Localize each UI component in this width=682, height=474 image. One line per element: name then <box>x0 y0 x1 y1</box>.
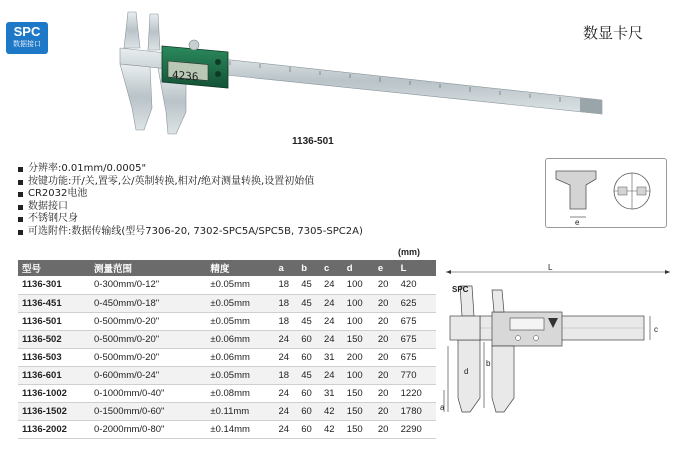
dim-e-label: e <box>575 218 580 227</box>
table-cell: 100 <box>343 294 374 312</box>
table-cell: 42 <box>320 402 343 420</box>
model-cell: 1136-601 <box>18 366 90 384</box>
table-cell: 24 <box>320 330 343 348</box>
table-cell: 20 <box>374 366 397 384</box>
table-cell: ±0.05mm <box>206 294 274 312</box>
model-cell: 1136-1502 <box>18 402 90 420</box>
table-cell: 60 <box>297 384 320 402</box>
beam-end <box>580 98 602 114</box>
drawing-display <box>510 318 544 330</box>
table-cell: 150 <box>343 402 374 420</box>
table-cell: 24 <box>274 348 297 366</box>
model-cell: 1136-2002 <box>18 420 90 438</box>
table-cell: 24 <box>274 420 297 438</box>
table-row <box>18 366 436 384</box>
unit-label: (mm) <box>398 247 420 257</box>
feature-item: 可选附件:数据传输线(型号7306-20, 7302-SPC5A/SPC5B, 7305-SPC2A) <box>18 226 363 239</box>
table-row <box>18 402 436 420</box>
jaw-detail-drawing <box>546 159 666 227</box>
fixed-upper-jaw <box>124 12 140 48</box>
table-row <box>18 420 436 438</box>
jaw-profile <box>556 171 596 209</box>
product-code: 1136-501 <box>292 136 334 147</box>
table-cell: 150 <box>343 330 374 348</box>
table-cell: 45 <box>297 366 320 384</box>
table-cell: 100 <box>343 276 374 294</box>
model-cell: 1136-503 <box>18 348 90 366</box>
table-cell: 18 <box>274 276 297 294</box>
table-cell: ±0.05mm <box>206 276 274 294</box>
dim-d-label: d <box>464 367 469 376</box>
table-cell: 42 <box>320 420 343 438</box>
table-cell: 675 <box>397 348 436 366</box>
table-cell: 1220 <box>397 384 436 402</box>
table-cell: ±0.08mm <box>206 384 274 402</box>
table-row <box>18 294 436 312</box>
table-cell: 150 <box>343 384 374 402</box>
table-cell: 2290 <box>397 420 436 438</box>
button-icon <box>215 59 221 65</box>
table-cell: 24 <box>274 330 297 348</box>
feature-item: 按键功能:开/关,置零,公/英制转换,相对/绝对测量转换,设置初始值 <box>18 176 363 189</box>
table-cell: 24 <box>320 366 343 384</box>
table-cell: 24 <box>320 276 343 294</box>
model-cell: 1136-1002 <box>18 384 90 402</box>
table-cell: 60 <box>297 330 320 348</box>
table-cell: 420 <box>397 276 436 294</box>
thumb-wheel <box>189 40 199 50</box>
col-header: 型号 <box>18 260 90 276</box>
table-cell: 20 <box>374 402 397 420</box>
table-cell: 60 <box>297 402 320 420</box>
drawing-spc-label: SPC <box>452 285 469 294</box>
lcd-reading: 4236 <box>172 68 199 84</box>
slider-upper-jaw <box>148 14 160 50</box>
table-cell: 0-600mm/0-24" <box>90 366 206 384</box>
table-cell: 200 <box>343 348 374 366</box>
table-cell: 0-500mm/0-20" <box>90 312 206 330</box>
table-cell: 24 <box>320 294 343 312</box>
feature-item: 不锈钢尺身 <box>18 213 363 226</box>
table-cell: 0-1500mm/0-60" <box>90 402 206 420</box>
table-cell: 1780 <box>397 402 436 420</box>
table-cell: 0-500mm/0-20" <box>90 348 206 366</box>
model-cell: 1136-301 <box>18 276 90 294</box>
page-title: 数显卡尺 <box>583 24 644 42</box>
table-cell: 31 <box>320 348 343 366</box>
table-cell: 675 <box>397 312 436 330</box>
table-cell: 45 <box>297 294 320 312</box>
table-cell: 45 <box>297 276 320 294</box>
table-cell: 18 <box>274 312 297 330</box>
feature-item: 分辨率:0.01mm/0.0005" <box>18 163 363 176</box>
table-cell: ±0.05mm <box>206 366 274 384</box>
col-header: a <box>274 260 297 276</box>
col-header: e <box>374 260 397 276</box>
col-header: d <box>343 260 374 276</box>
table-cell: ±0.14mm <box>206 420 274 438</box>
table-cell: 31 <box>320 384 343 402</box>
table-cell: 20 <box>374 294 397 312</box>
col-header: 测量范围 <box>90 260 206 276</box>
table-cell: 45 <box>297 312 320 330</box>
jaw-detail-inset <box>545 158 667 228</box>
table-row <box>18 348 436 366</box>
dim-b-label: b <box>486 359 491 368</box>
feature-item: CR2032电池 <box>18 188 363 201</box>
table-cell: 24 <box>320 312 343 330</box>
table-cell: 20 <box>374 312 397 330</box>
table-cell: 100 <box>343 366 374 384</box>
table-cell: ±0.06mm <box>206 330 274 348</box>
model-cell: 1136-451 <box>18 294 90 312</box>
table-cell: ±0.11mm <box>206 402 274 420</box>
table-cell: 24 <box>274 402 297 420</box>
table-row <box>18 330 436 348</box>
table-row <box>18 276 436 294</box>
table-cell: ±0.05mm <box>206 312 274 330</box>
table-cell: 60 <box>297 348 320 366</box>
feature-list <box>18 163 363 239</box>
caliper-photo <box>110 8 610 136</box>
dim-a-label: a <box>440 403 445 412</box>
table-cell: 0-500mm/0-20" <box>90 330 206 348</box>
drawing-slider-upper-jaw <box>492 290 504 312</box>
col-header: 精度 <box>206 260 274 276</box>
table-cell: 150 <box>343 420 374 438</box>
spc-badge-title: SPC <box>13 24 41 39</box>
table-cell: 0-300mm/0-12" <box>90 276 206 294</box>
table-header-row <box>18 260 436 276</box>
table-cell: 24 <box>274 384 297 402</box>
table-cell: 20 <box>374 384 397 402</box>
table-cell: ±0.06mm <box>206 348 274 366</box>
table-cell: 675 <box>397 330 436 348</box>
table-cell: 20 <box>374 420 397 438</box>
model-cell: 1136-501 <box>18 312 90 330</box>
table-cell: 100 <box>343 312 374 330</box>
col-header: L <box>397 260 436 276</box>
table-cell: 18 <box>274 366 297 384</box>
table-cell: 60 <box>297 420 320 438</box>
model-cell: 1136-502 <box>18 330 90 348</box>
table-cell: 625 <box>397 294 436 312</box>
dim-L-label: L <box>548 263 553 272</box>
spec-table <box>18 260 436 439</box>
table-cell: 20 <box>374 348 397 366</box>
spec-table-body <box>18 276 436 438</box>
spc-badge-subtitle: 数据接口 <box>13 40 41 48</box>
spc-badge <box>6 22 48 54</box>
fixed-lower-jaw <box>120 64 152 130</box>
table-row <box>18 384 436 402</box>
dimension-drawing <box>440 262 676 422</box>
table-cell: 770 <box>397 366 436 384</box>
table-cell: 0-450mm/0-18" <box>90 294 206 312</box>
table-cell: 20 <box>374 276 397 294</box>
col-header: c <box>320 260 343 276</box>
table-cell: 18 <box>274 294 297 312</box>
table-cell: 0-2000mm/0-80" <box>90 420 206 438</box>
button-icon <box>215 71 221 77</box>
table-row <box>18 312 436 330</box>
feature-item: 数据接口 <box>18 201 363 214</box>
col-header: b <box>297 260 320 276</box>
dim-c-label: c <box>654 325 658 334</box>
table-cell: 0-1000mm/0-40" <box>90 384 206 402</box>
drawing-fixed-lower-jaw <box>458 340 480 412</box>
drawing-slider-lower-jaw <box>492 346 514 412</box>
table-cell: 20 <box>374 330 397 348</box>
